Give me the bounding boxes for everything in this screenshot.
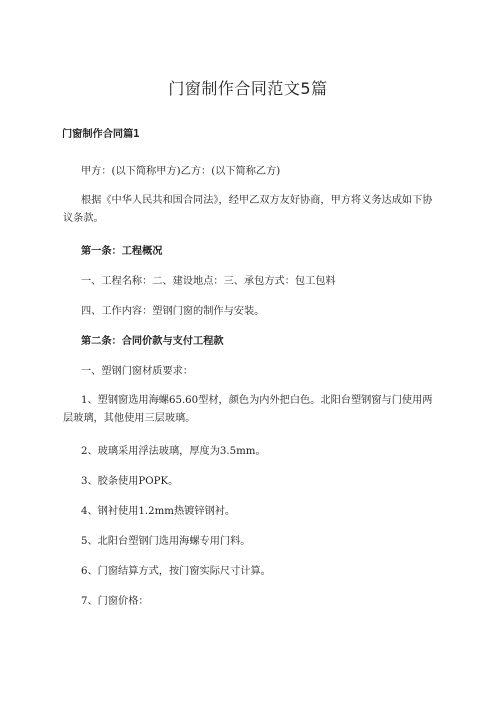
article-1-heading: 第一条：工程概况 xyxy=(81,246,163,257)
item-2-paragraph: 2、玻璃采用浮法玻璃，厚度为3.5mm。 xyxy=(81,446,266,457)
document-title: 门窗制作合同范文5篇 xyxy=(168,79,328,98)
section-subtitle: 门窗制作合同篇1 xyxy=(62,129,140,140)
item-1-paragraph: 1、塑钢窗选用海螺65.60型材，颜色为内外把白色。北阳台塑钢窗与门使用两层玻璃，其他使用三层玻璃。 xyxy=(63,395,433,424)
item-4-paragraph: 4、钢衬使用1.2mm热镀锌钢衬。 xyxy=(81,506,236,517)
parties-paragraph: 甲方：(以下简称甲方)乙方：(以下简称乙方) xyxy=(81,166,281,177)
project-info-paragraph: 一、工程名称：二、建设地点：三、承包方式：包工包料 xyxy=(81,276,336,287)
item-5-paragraph: 5、北阳台塑钢门选用海螺专用门料。 xyxy=(81,536,251,547)
intro-paragraph: 根据《中华人民共和国合同法》，经甲乙双方友好协商，甲方将义务达成如下协议条款。 xyxy=(63,195,433,224)
item-7-paragraph: 7、门窗价格： xyxy=(81,596,149,607)
item-6-paragraph: 6、门窗结算方式，按门窗实际尺寸计算。 xyxy=(81,566,271,577)
material-requirements-paragraph: 一、塑钢门窗材质要求： xyxy=(81,366,194,377)
work-content-paragraph: 四、工作内容：塑钢门窗的制作与安装。 xyxy=(81,306,265,317)
item-3-paragraph: 3、胶条使用POPK。 xyxy=(81,476,179,487)
article-2-heading: 第二条：合同价款与支付工程款 xyxy=(81,336,224,347)
